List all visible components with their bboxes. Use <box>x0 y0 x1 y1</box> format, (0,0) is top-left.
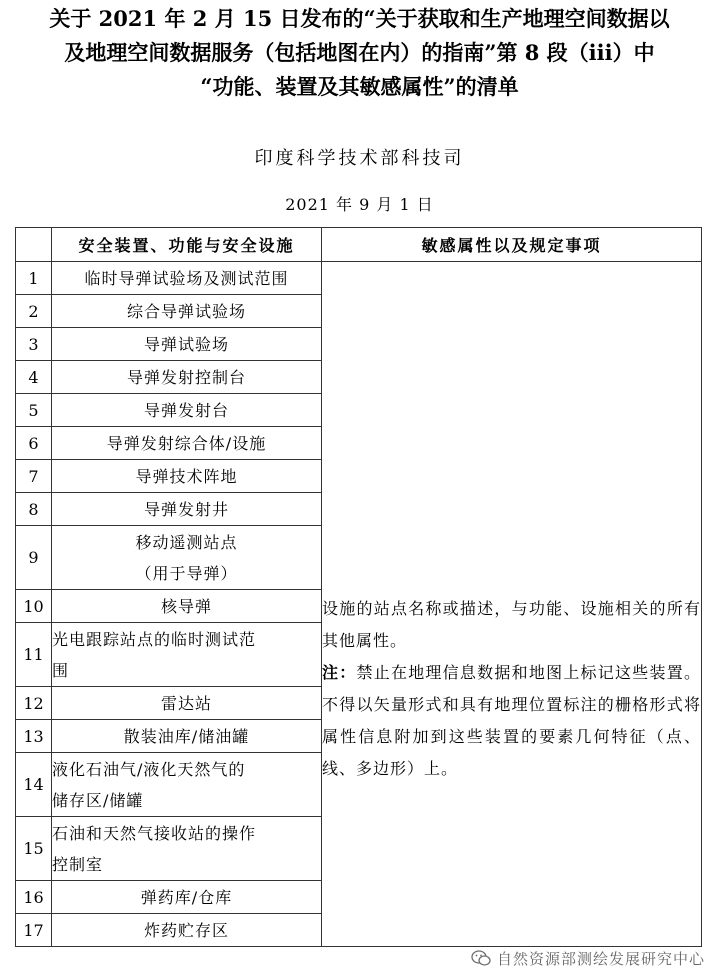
sensitive-attributes-cell <box>322 262 702 947</box>
row-number: 17 <box>16 914 52 947</box>
facility-name: 石油和天然气接收站的操作 控制室 <box>52 817 322 881</box>
note-label: 注： <box>322 663 357 682</box>
row-number: 16 <box>16 881 52 914</box>
watermark-text: 自然资源部测绘发展研究中心 <box>496 950 705 968</box>
facility-name: 导弹发射控制台 <box>52 361 322 394</box>
row-number: 2 <box>16 295 52 328</box>
header-sensitive-attributes: 敏感属性以及规定事项 <box>322 228 702 262</box>
row-number: 5 <box>16 394 52 427</box>
facility-name: 移动遥测站点 （用于导弹） <box>52 526 322 590</box>
facility-name: 光电跟踪站点的临时测试范 围 <box>52 623 322 687</box>
title-line-2: 及地理空间数据服务（包括地图在内）的指南”第 8 段（iii）中 <box>64 40 655 65</box>
facility-name: 弹药库/仓库 <box>52 881 322 914</box>
document-date: 2021 年 9 月 1 日 <box>285 195 434 214</box>
facility-name: 散装油库/储油罐 <box>52 720 322 753</box>
facility-name: 综合导弹试验场 <box>52 295 322 328</box>
row-number: 11 <box>16 623 52 687</box>
document-title <box>6 2 713 104</box>
wechat-icon <box>471 950 491 967</box>
note-paragraph <box>322 657 701 785</box>
facilities-table <box>15 227 702 947</box>
row-number: 10 <box>16 590 52 623</box>
note-text: 禁止在地理信息数据和地图上标记这些装置。不得以矢量形式和具有地理位置标注的栅格形式将属性信息附加到这些装置的要素几何特征（点、线、多边形）上。 <box>322 663 701 778</box>
row-number: 7 <box>16 460 52 493</box>
header-number <box>16 228 52 262</box>
title-line-3: “功能、装置及其敏感属性”的清单 <box>200 74 519 99</box>
row-number: 6 <box>16 427 52 460</box>
row-number: 13 <box>16 720 52 753</box>
facility-name: 核导弹 <box>52 590 322 623</box>
header-facilities: 安全装置、功能与安全设施 <box>52 228 322 262</box>
row-number: 14 <box>16 753 52 817</box>
row-number: 9 <box>16 526 52 590</box>
row-number: 1 <box>16 262 52 295</box>
row-number: 8 <box>16 493 52 526</box>
row-number: 15 <box>16 817 52 881</box>
table-row <box>16 262 702 295</box>
title-line-1: 关于 2021 年 2 月 15 日发布的“关于获取和生产地理空间数据以 <box>49 6 670 31</box>
row-number: 4 <box>16 361 52 394</box>
facility-name: 导弹发射井 <box>52 493 322 526</box>
facility-name: 导弹发射综合体/设施 <box>52 427 322 460</box>
row-number: 12 <box>16 687 52 720</box>
department-name: 印度科学技术部科技司 <box>254 148 465 169</box>
facility-name: 临时导弹试验场及测试范围 <box>52 262 322 295</box>
row-number: 3 <box>16 328 52 361</box>
facility-name: 导弹发射台 <box>52 394 322 427</box>
facility-name: 炸药贮存区 <box>52 914 322 947</box>
sensitive-attributes-text: 设施的站点名称或描述，与功能、设施相关的所有其他属性。 <box>322 599 701 650</box>
facility-name: 液化石油气/液化天然气的 储存区/储罐 <box>52 753 322 817</box>
watermark <box>471 948 705 969</box>
table-header-row <box>16 228 702 262</box>
facility-name: 导弹技术阵地 <box>52 460 322 493</box>
facility-name: 导弹试验场 <box>52 328 322 361</box>
facility-name: 雷达站 <box>52 687 322 720</box>
